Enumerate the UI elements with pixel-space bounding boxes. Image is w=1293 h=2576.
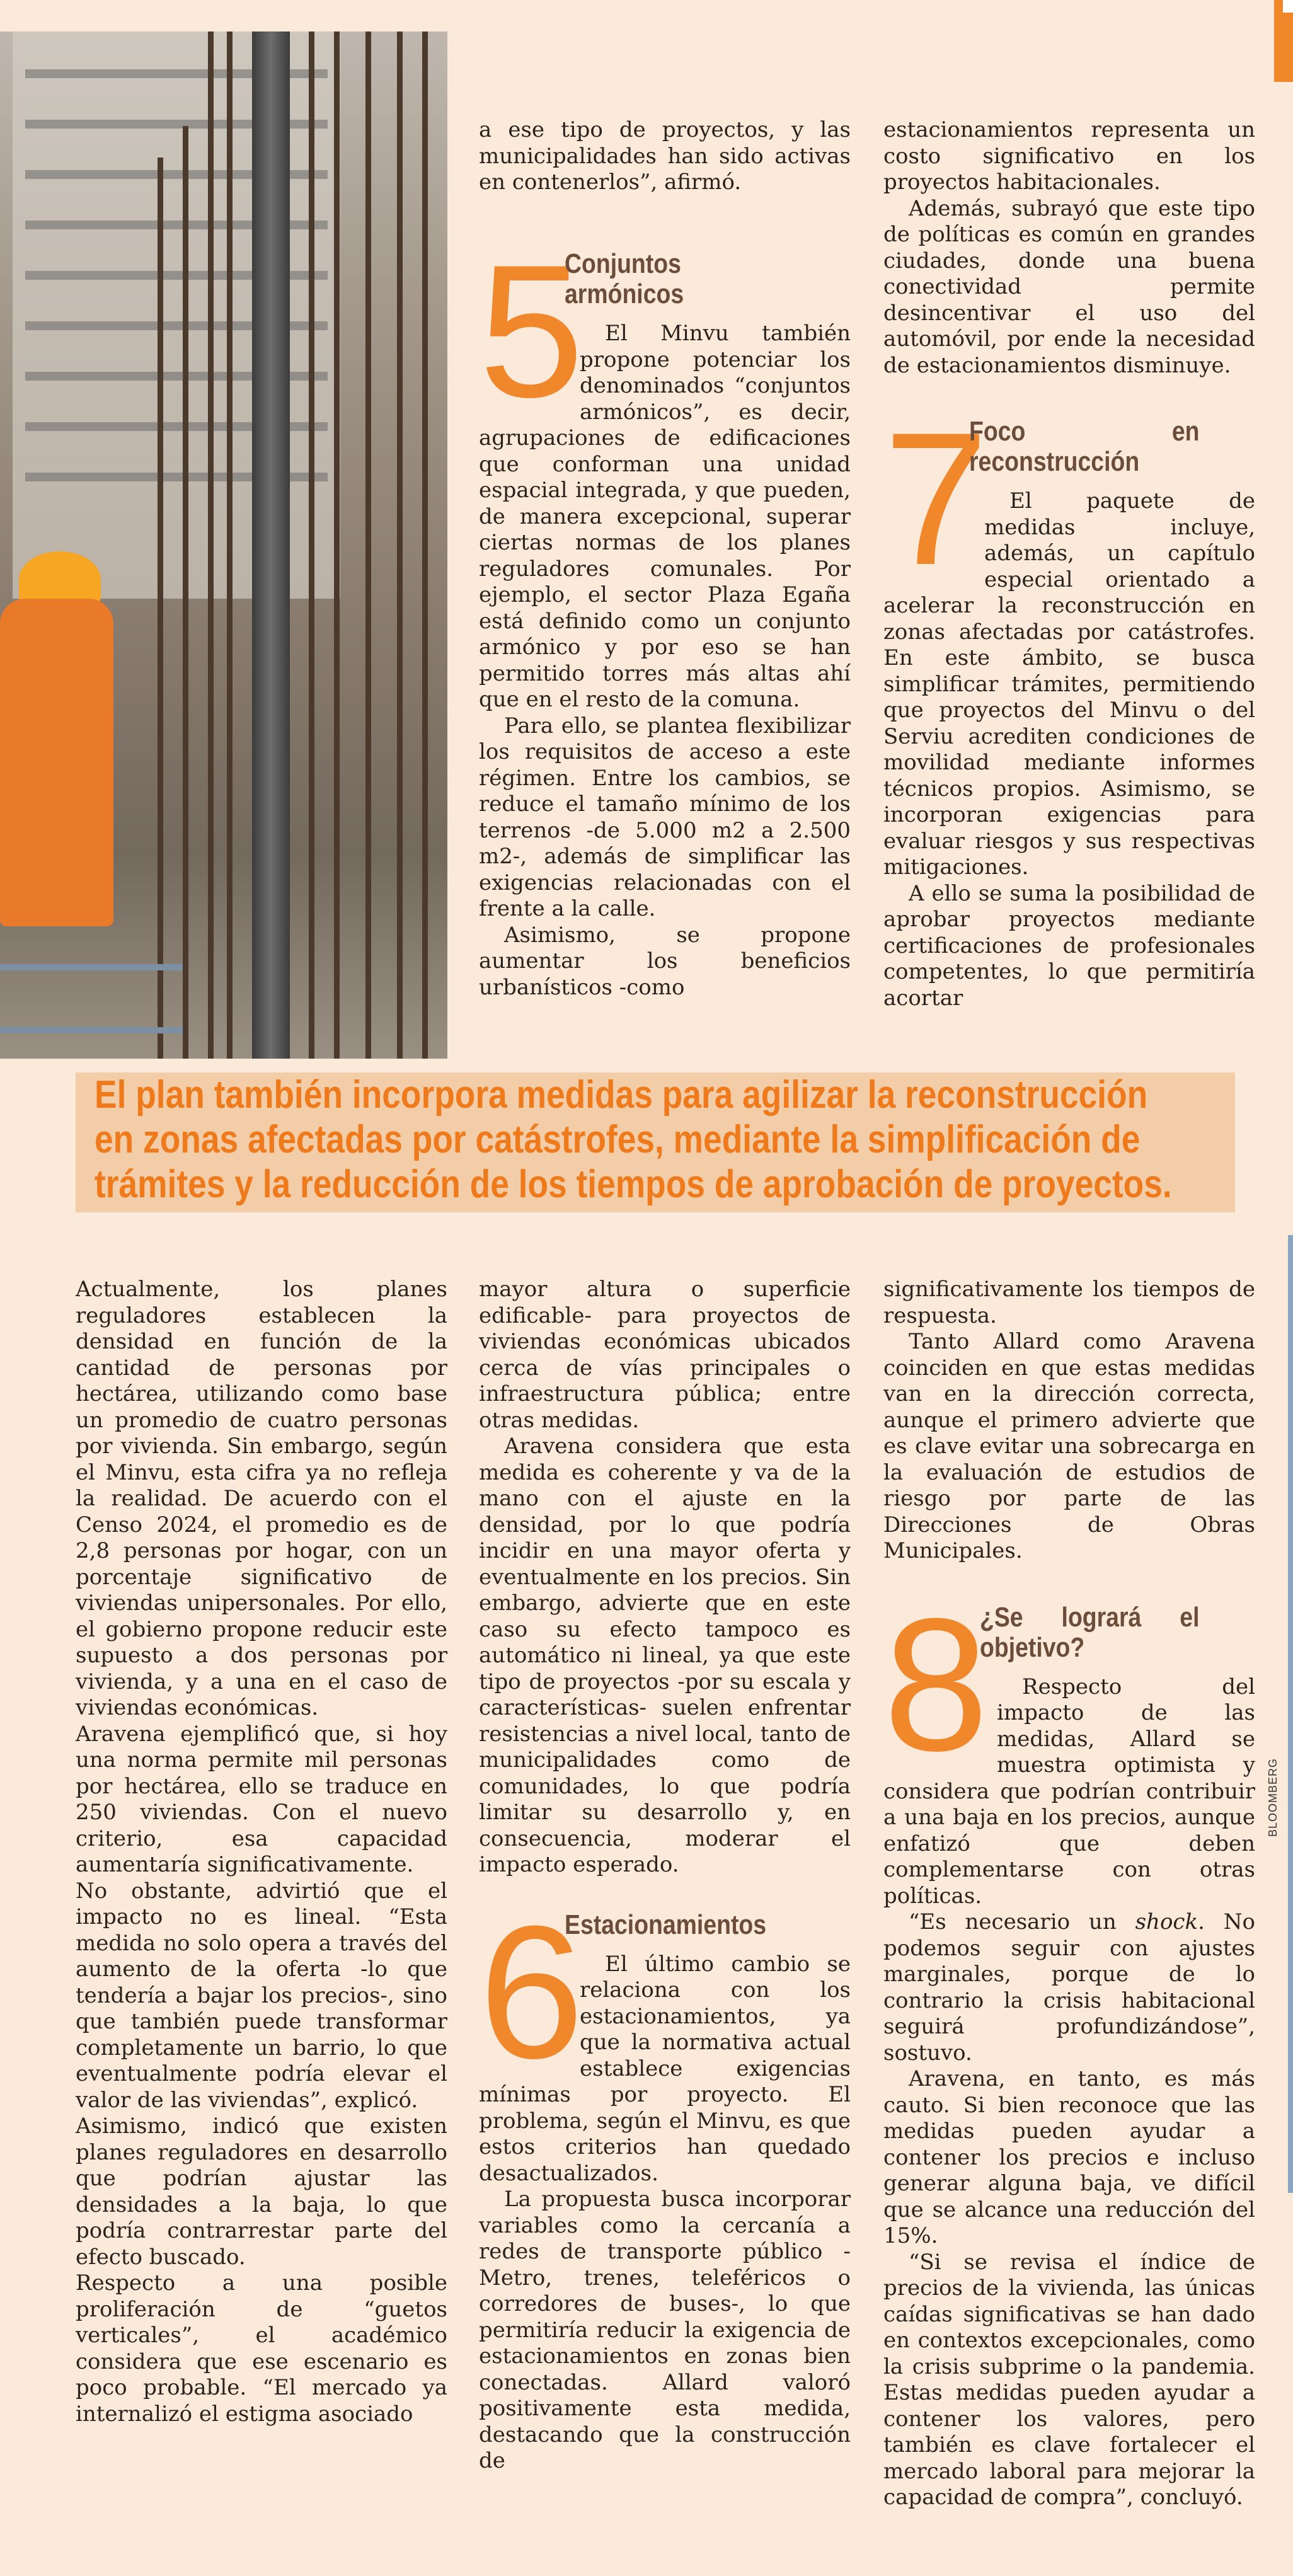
- section-number-6: 6: [479, 1885, 584, 2098]
- section-6-text: [479, 1885, 851, 2475]
- paragraph: Para ello, se plantea flexibilizar los requisitos de acceso a este régimen. Entre los cambios, se reduce el tamaño mínimo de los terrenos -de 5.000 m2 a 2.500 m2-, además de simplificar las exigencias relacionadas con el frente a la calle.: [479, 713, 851, 921]
- paragraph: mayor altura o superficie edificable- para proyectos de viviendas económicas ubicados cerca de vías principales o infraestructura pública; entre otras medidas.: [479, 1277, 851, 1433]
- paragraph: Además, subrayó que este tipo de políticas es común en grandes ciudades, donde una buena conectividad permite desincentivar el uso del automóvil, por ende la necesidad de estacionamientos disminuye.: [883, 195, 1255, 378]
- paragraph: El último cambio se relaciona con los estacionamientos, ya que la normativa actual establece exigencias mínimas por proyecto. El problema, según el Minvu, es que estos criterios han quedado desactualizados.: [479, 1951, 851, 2186]
- paragraph: Aravena, en tanto, es más cauto. Si bien reconoce que las medidas pueden ayudar a contener los precios e incluso generar alguna baja, ve difícil que se alcance una reducción del 15%.: [883, 2066, 1255, 2248]
- pull-quote-text: [95, 1072, 1172, 1207]
- paragraph: Respecto del impacto de las medidas, Allard se muestra optimista y considera que podrían contribuir a una baja en los precios, aunque enfatizó que deben complementarse con otras políticas.: [883, 1674, 1255, 1909]
- paragraph: a ese tipo de proyectos, y las municipalidades han sido activas en contenerlos”, afirmó.: [479, 117, 851, 195]
- lower-column-2: [479, 1277, 851, 2475]
- section-5-text: [479, 249, 851, 1005]
- section-heading-7: Foco en reconstrucción: [969, 416, 1200, 477]
- paragraph: “Es necesario un shock. No podemos seguir con ajustes marginales, porque de lo contrario la crisis habitacional seguirá profundizándose”, sostuvo.: [883, 1909, 1255, 2066]
- paragraph: Respecto a una posible proliferación de “guetos verticales”, el académico considera que ese escenario es poco probable. “El mercado ya internalizó el estigma asociado: [76, 2270, 447, 2427]
- paragraph: Asimismo, se propone aumentar los beneficios urbanísticos -como: [479, 922, 851, 1000]
- pull-quote-line: El plan también incorpora medidas para agilizar la reconstrucción: [95, 1073, 1148, 1117]
- pull-quote-line: en zonas afectadas por catástrofes, mediante la simplificación de: [95, 1118, 1141, 1161]
- paragraph: El Minvu también propone potenciar los denominados “conjuntos armónicos”, es decir, agrupaciones de edificaciones que conforman una unidad espacial integrada, y que pueden, de manera excepcional, superar ciertas normas de los planes reguladores comunales. Por ejemplo, el sector Plaza Egaña está definido como un conjunto armónico y por eso se han permitido torres más altas ahí que en el resto de la comuna.: [479, 321, 851, 712]
- page-edge-bar: [1288, 1235, 1293, 2193]
- section-heading-8: ¿Se logrará el objetivo?: [980, 1601, 1200, 1663]
- construction-photo: [0, 32, 447, 1059]
- section-number-5: 5: [479, 249, 584, 437]
- section-number-8: 8: [883, 1578, 989, 1790]
- paragraph: significativamente los tiempos de respuesta.: [883, 1277, 1255, 1328]
- photo-credit: BLOOMBERG: [1267, 1758, 1279, 1837]
- page-corner-mark: [1283, 0, 1293, 13]
- lower-column-1: [76, 1277, 447, 2427]
- paragraph: No obstante, advirtió que el impacto no es lineal. “Esta medida no solo opera a través del aumento de la oferta -lo que tendería a bajar los precios-, sino que también puede transformar completamente un barrio, lo que eventualmente podría elevar el valor de las viviendas”, explicó.: [76, 1878, 447, 2113]
- section-heading-6: Estacionamientos: [565, 1909, 767, 1940]
- emphasis: shock: [1135, 1909, 1198, 1935]
- lower-column-3: [883, 1277, 1255, 2511]
- paragraph: estacionamientos representa un costo significativo en los proyectos habitacionales.: [883, 117, 1255, 195]
- section-heading-5: Conjuntos armónicos: [565, 249, 684, 309]
- pull-quote: [0, 1059, 1293, 1222]
- paragraph: La propuesta busca incorporar variables como la cercanía a redes de transporte público -Metro, trenes, teleféricos o corredores de buses-, lo que permitiría reducir la exigencia de estacionamientos en zonas bien conectadas. Allard valoró positivamente esta medida, destacando que la construcción de: [479, 2187, 851, 2473]
- paragraph: Asimismo, indicó que existen planes reguladores en desarrollo que podrían ajustar las densidades a la baja, lo que podría contrarrestar parte del efecto buscado.: [76, 2113, 447, 2270]
- paragraph: Tanto Allard como Aravena coinciden en que estas medidas van en la dirección correcta, aunque el primero advierte que es clave evitar una sobrecarga en la evaluación de estudios de riesgo por parte de las Direcciones de Obras Municipales.: [883, 1329, 1255, 1563]
- paragraph: Aravena ejemplificó que, si hoy una norma permite mil personas por hectárea, ello se traduce en 250 viviendas. Con el nuevo criterio, esa capacidad aumentaría significativamente.: [76, 1721, 447, 1877]
- pull-quote-line: trámites y la reducción de los tiempos de aprobación de proyectos.: [95, 1163, 1172, 1206]
- section-7-text: [883, 393, 1255, 1011]
- paragraph: “Si se revisa el índice de precios de la vivienda, las únicas caídas significativas se han dado en contextos excepcionales, como la crisis subprime o la pandemia. Estas medidas pueden ayudar a contener los valores, pero también es clave fortalecer el mercado laboral para mejorar la capacidad de compra”, concluyó.: [883, 2249, 1255, 2510]
- paragraph: A ello se suma la posibilidad de aprobar proyectos mediante certificaciones de profesionales competentes, lo que permitiría acortar: [883, 880, 1255, 1011]
- upper-column-3: [883, 117, 1255, 1011]
- paragraph: Actualmente, los planes reguladores establecen la densidad en función de la cantidad de personas por hectárea, utilizando como base un promedio de cuatro personas por vivienda. Sin embargo, según el Minvu, esta cifra ya no refleja la realidad. De acuerdo con el Censo 2024, el promedio es de 2,8 personas por hogar, con un porcentaje significativo de viviendas unipersonales. Por ello, el gobierno propone reducir este supuesto a dos personas por vivienda, y a una en el caso de viviendas económicas.: [76, 1277, 447, 1720]
- paragraph: El paquete de medidas incluye, además, un capítulo especial orientado a acelerar la reconstrucción en zonas afectadas por catástrofes. En este ámbito, se busca simplificar trámites, permitiendo que proyectos del Minvu o del Serviu acrediten condiciones de movilidad mediante informes técnicos propios. Asimismo, se incorporan exigencias para evaluar riesgos y sus respectivas mitigaciones.: [883, 488, 1255, 880]
- section-8-text: [883, 1578, 1255, 2511]
- paragraph: Aravena considera que esta medida es coherente y va de la mano con el ajuste en la densidad, por lo que podría incidir en una mayor oferta y eventualmente en los precios. Sin embargo, advierte que en este caso su efecto tampoco es automático ni lineal, ya que este tipo de proyectos -por su escala y características- suelen enfrentar resistencias a nivel local, tanto de municipalidades como de comunidades, lo que podría limitar su desarrollo y, en consecuencia, moderar el impacto esperado.: [479, 1434, 851, 1877]
- upper-column-2: [479, 117, 851, 196]
- section-number-7: 7: [883, 393, 989, 604]
